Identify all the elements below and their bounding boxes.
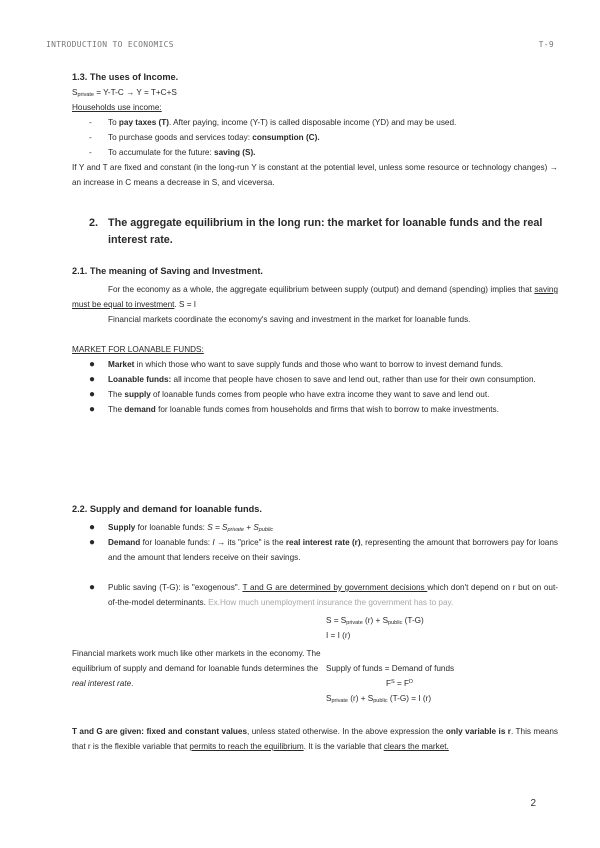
section-2-2	[72, 502, 558, 610]
list-item: - To pay taxes (T). After paying, income (Y-T) is called disposable income (YD) and may be used.	[89, 118, 457, 127]
running-header-code: T-9	[538, 40, 554, 49]
list-item: ● Demand for loanable funds: I → its "price" is the real interest rate (r), representing the amount that borrowers pay for loans and the amount that lenders receive on their savings.	[89, 537, 558, 562]
fixed-income-paragraph: If Y and T are fixed and constant (in the long-run Y is constant at the potential level, unless some resource or technology changes) → an increase in C means a decrease in S, and viceversa.	[72, 163, 558, 187]
equation-block-1	[326, 613, 566, 643]
financial-markets-paragraph: Financial markets coordinate the economy's saving and investment in the market for loanable funds.	[108, 315, 471, 324]
investment-equation: I = I (r)	[326, 631, 351, 640]
households-heading: Households use income:	[72, 103, 162, 112]
equilibrium-equation: $S_{private}$ $(r) + S_{public}$ (T-G) = I (r)	[326, 694, 432, 704]
market-heading: MARKET FOR LOANABLE FUNDS:	[72, 345, 204, 354]
saving-investment-paragraph: For the economy as a whole, the aggregate equilibrium between supply (output) and demand (spending) implies that saving must be equal to investment. S = I	[72, 285, 558, 309]
list-item: ● Loanable funds: all income that people have chosen to save and lend out, rather than use for their own consumption.	[89, 374, 536, 385]
financial-markets-work-paragraph: Financial markets work much like other markets in the economy. The equilibrium of supply and demand for loanable funds determines the real interest rate.	[72, 649, 321, 688]
list-item: ● Public saving (T-G): is "exogenous". T and G are determined by government decisions which don't depend on r but on out-of-the-model determinants. Ex.How much unemployment insurance the government has to pay.	[89, 582, 558, 607]
section-1-3	[72, 70, 558, 190]
list-item: ● Supply for loanable funds: $S = S_{private} + S_{public}$	[89, 522, 274, 533]
section-2-heading: 2. The aggregate equilibrium in the long run: the market for loanable funds and the real interest rate.	[72, 215, 558, 249]
savings-equation: $S_{private} = Y-T-C \to Y = T+C+S$	[72, 88, 177, 98]
list-item: ● The demand for loanable funds comes from households and firms that wish to borrow to make investments.	[89, 404, 499, 415]
section-2-1	[72, 264, 558, 417]
list-item: ● The supply of loanable funds comes from people who have extra income they want to save and lend out.	[89, 389, 490, 400]
supply-equation: $S = S_{private}$ $(r) + S_{public}$ (T-G)	[326, 616, 424, 626]
page-number: 2	[530, 798, 536, 809]
section-2-1-title: 2.1. The meaning of Saving and Investment.	[72, 266, 263, 276]
equation-block-2	[326, 661, 566, 706]
list-item: - To purchase goods and services today: consumption (C).	[89, 133, 320, 142]
section-2-2-title: 2.2. Supply and demand for loanable funds.	[72, 504, 262, 514]
list-item: - To accumulate for the future: saving (S).	[89, 148, 256, 157]
section-2-title: The aggregate equilibrium in the long run: the market for loanable funds and the real interest rate.	[108, 217, 543, 246]
list-item: ● Market in which those who want to save supply funds and those who want to borrow to invest demand funds.	[89, 359, 504, 370]
running-header-title: INTRODUCTION TO ECONOMICS	[46, 40, 174, 49]
supply-demand-funds: Supply of funds = Demand of funds	[326, 664, 455, 673]
section-1-3-title: 1.3. The uses of Income.	[72, 72, 179, 82]
final-paragraph: T and G are given: fixed and constant values, unless stated otherwise. In the above expression the only variable is r. This means that r is the flexible variable that permits to reach the equilibrium. It is the variable that clears the market.	[72, 727, 559, 751]
fs-fd-equation: $F^S = F^D$	[386, 679, 414, 688]
